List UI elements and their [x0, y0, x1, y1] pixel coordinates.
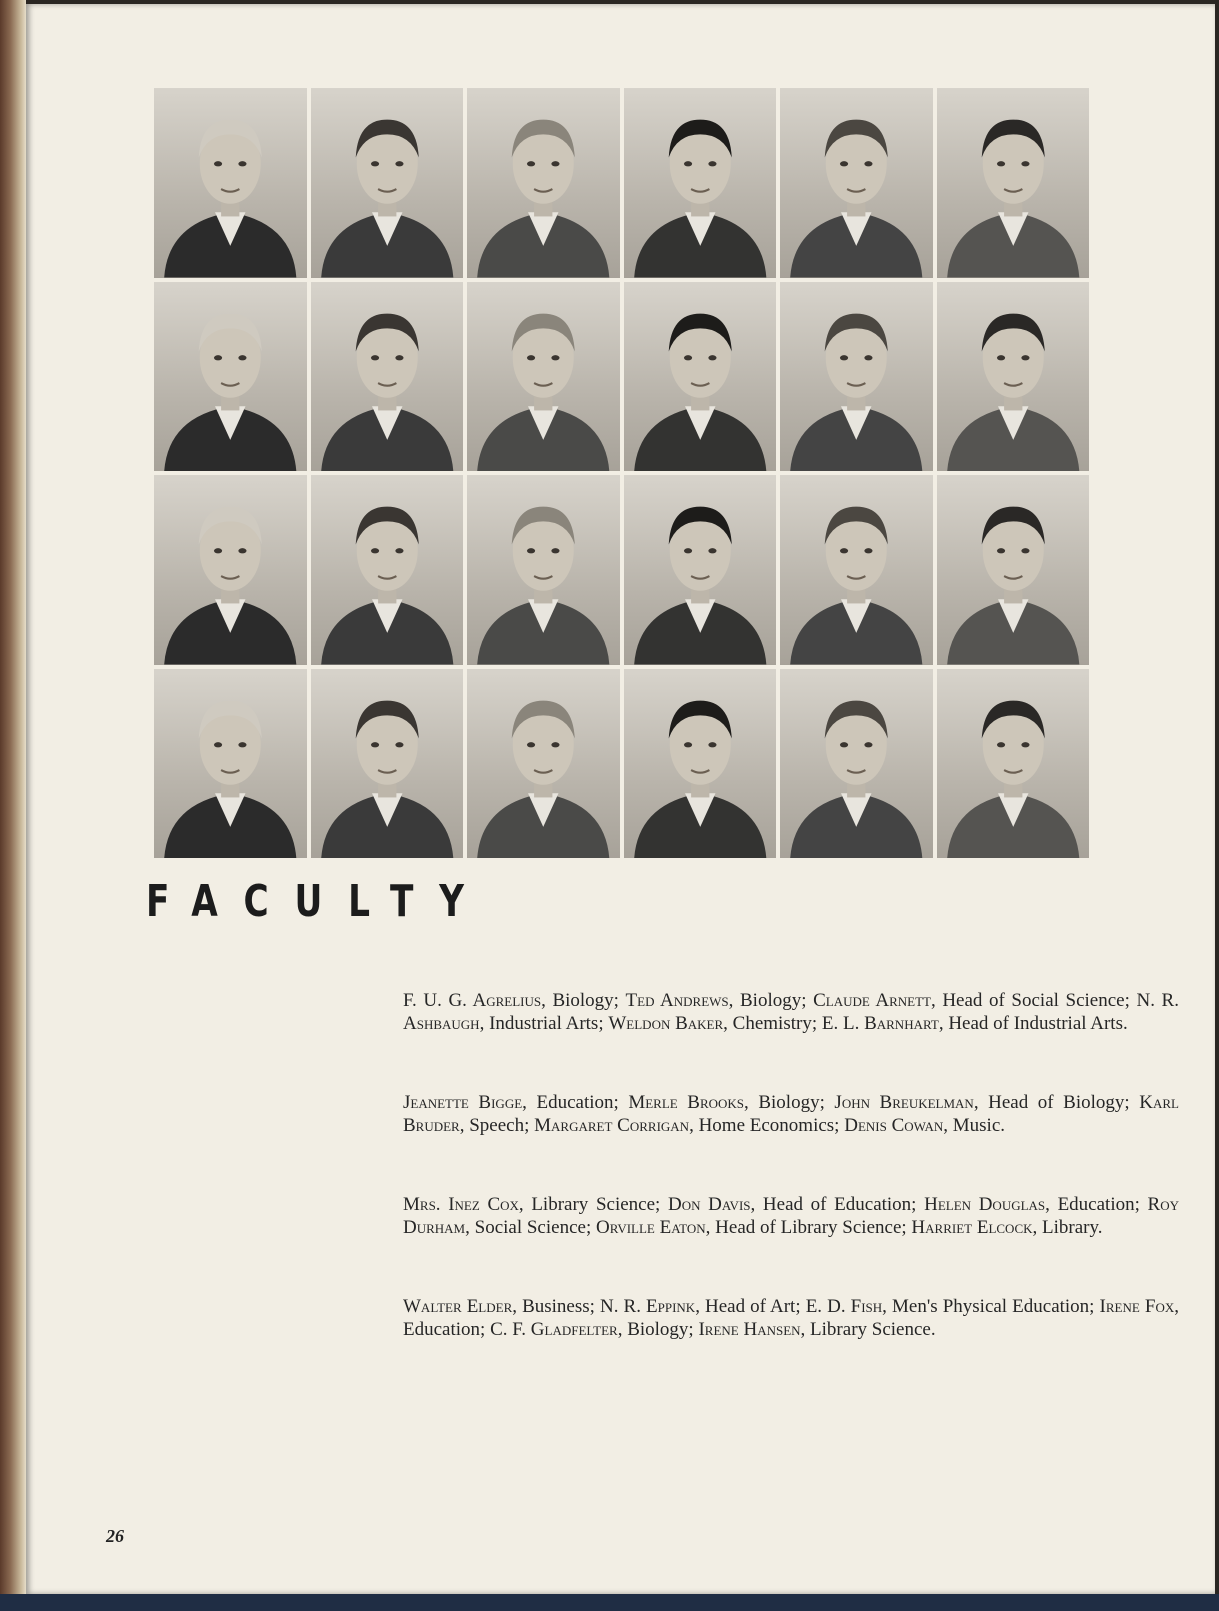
faculty-portrait	[780, 475, 933, 665]
faculty-department: , Biology;	[617, 1319, 699, 1340]
faculty-department: , Biology;	[744, 1092, 835, 1113]
faculty-department: , Music.	[943, 1115, 1005, 1136]
faculty-captions	[403, 989, 1179, 1397]
faculty-portrait	[154, 282, 307, 472]
faculty-portrait	[311, 669, 464, 859]
faculty-department: , Social Science;	[465, 1217, 596, 1238]
faculty-portrait	[937, 475, 1090, 665]
faculty-portrait	[780, 88, 933, 278]
faculty-department: , Head of Biology;	[973, 1092, 1140, 1113]
faculty-name: F. U. G. Agrelius	[403, 990, 542, 1011]
faculty-department: , Library.	[1032, 1217, 1103, 1238]
faculty-portrait	[467, 475, 620, 665]
faculty-portrait	[154, 475, 307, 665]
faculty-portrait	[937, 669, 1090, 859]
faculty-portrait	[311, 282, 464, 472]
faculty-department: , Head of Industrial Arts.	[938, 1013, 1128, 1034]
faculty-name: Irene Fox	[1099, 1296, 1175, 1317]
faculty-name: Karl Bruder	[403, 1092, 1179, 1136]
faculty-portrait	[154, 669, 307, 859]
faculty-name: C. F. Gladfelter	[490, 1319, 618, 1340]
faculty-portrait	[467, 282, 620, 472]
faculty-portrait	[467, 88, 620, 278]
bottom-edge	[0, 1594, 1219, 1611]
faculty-department: , Head of Social Science;	[930, 990, 1137, 1011]
caption-paragraph	[403, 1193, 1179, 1239]
faculty-department: , Library Science.	[800, 1319, 936, 1340]
faculty-name: Claude Arnett	[813, 990, 931, 1011]
faculty-name: Irene Hansen	[698, 1319, 801, 1340]
faculty-department: , Industrial Arts;	[479, 1013, 609, 1034]
faculty-department: , Men's Physical Education;	[882, 1296, 1100, 1317]
faculty-portrait	[780, 669, 933, 859]
faculty-name: Orville Eaton	[595, 1217, 706, 1238]
faculty-portrait	[154, 88, 307, 278]
faculty-department: , Education;	[403, 1296, 1179, 1340]
yearbook-page	[26, 4, 1215, 1594]
faculty-name: Don Davis	[667, 1194, 751, 1215]
faculty-department: , Head of Library Science;	[705, 1217, 912, 1238]
faculty-name: Mrs. Inez Cox	[403, 1194, 519, 1215]
faculty-name: Roy Durham	[403, 1194, 1179, 1238]
faculty-portrait	[937, 282, 1090, 472]
faculty-name: Weldon Baker	[608, 1013, 724, 1034]
faculty-portrait	[624, 282, 777, 472]
faculty-name: E. D. Fish	[805, 1296, 883, 1317]
faculty-department: , Education;	[1045, 1194, 1148, 1215]
caption-paragraph	[403, 1091, 1179, 1137]
faculty-name: Helen Douglas	[924, 1194, 1046, 1215]
faculty-department: , Education;	[522, 1092, 629, 1113]
faculty-portrait	[624, 88, 777, 278]
faculty-portrait	[624, 475, 777, 665]
faculty-name: Harriet Elcock	[911, 1217, 1033, 1238]
faculty-name: Jeanette Bigge	[403, 1092, 523, 1113]
faculty-department: , Library Science;	[518, 1194, 668, 1215]
faculty-portrait-grid	[154, 88, 1089, 858]
faculty-name: N. R. Eppink	[599, 1296, 696, 1317]
book-spine	[0, 0, 26, 1611]
faculty-name: John Breukelman	[834, 1092, 974, 1113]
faculty-name: N. R. Ashbaugh	[403, 990, 1179, 1034]
faculty-portrait	[937, 88, 1090, 278]
faculty-name: E. L. Barnhart	[821, 1013, 939, 1034]
page-number: 26	[106, 1526, 124, 1546]
faculty-portrait	[467, 669, 620, 859]
faculty-name: Ted Andrews	[625, 990, 729, 1011]
faculty-portrait	[780, 282, 933, 472]
faculty-name: Merle Brooks	[628, 1092, 745, 1113]
faculty-department: , Head of Art;	[695, 1296, 806, 1317]
caption-paragraph	[403, 989, 1179, 1035]
faculty-department: , Biology;	[541, 990, 626, 1011]
faculty-department: , Business;	[512, 1296, 600, 1317]
faculty-department: , Speech;	[459, 1115, 535, 1136]
faculty-name: Denis Cowan	[844, 1115, 944, 1136]
page-title: FACULTY	[146, 876, 490, 927]
faculty-portrait	[624, 669, 777, 859]
faculty-name: Margaret Corrigan	[534, 1115, 690, 1136]
faculty-department: , Head of Education;	[750, 1194, 925, 1215]
faculty-department: , Biology;	[728, 990, 814, 1011]
caption-paragraph	[403, 1295, 1179, 1341]
faculty-portrait	[311, 475, 464, 665]
faculty-department: , Home Economics;	[689, 1115, 845, 1136]
faculty-portrait	[311, 88, 464, 278]
faculty-department: , Chemistry;	[723, 1013, 822, 1034]
faculty-name: Walter Elder	[403, 1296, 513, 1317]
